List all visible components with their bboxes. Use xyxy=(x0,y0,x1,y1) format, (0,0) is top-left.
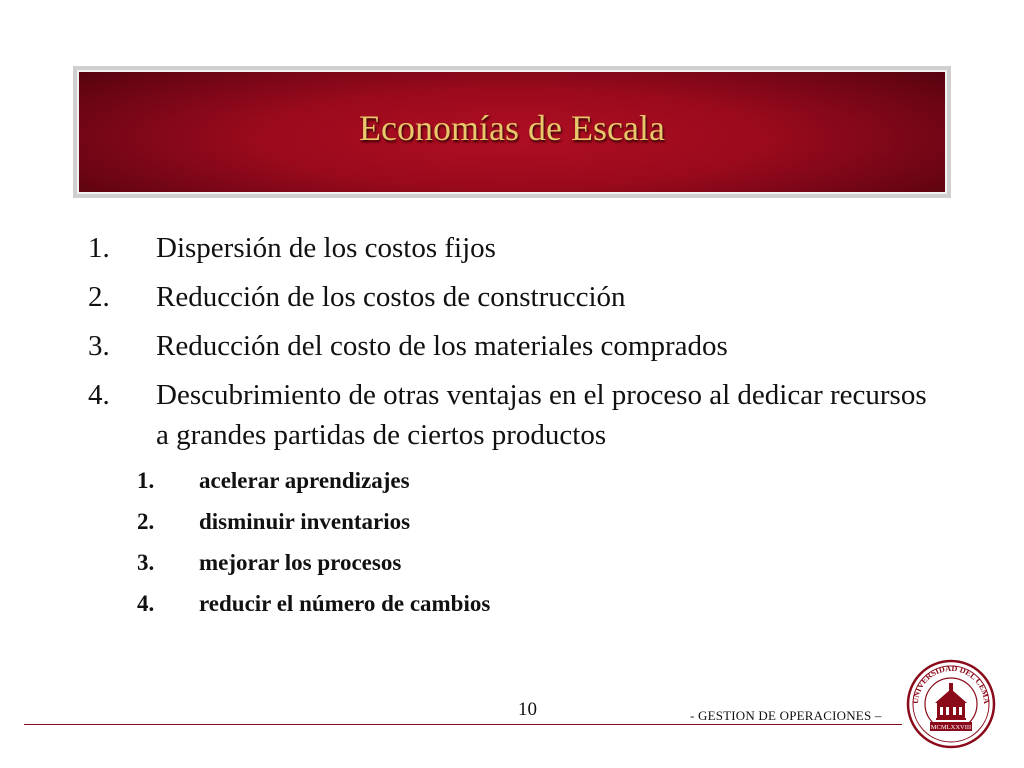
list-item xyxy=(88,375,988,455)
sub-item-number: 3. xyxy=(137,550,155,575)
list-item-number: 4. xyxy=(88,379,110,411)
page-number: 10 xyxy=(518,699,537,720)
slide-title: Economías de Escala xyxy=(359,108,665,148)
sub-item-text: disminuir inventarios xyxy=(199,509,411,534)
list-item-number: 3. xyxy=(88,330,110,362)
sub-item-text: mejorar los procesos xyxy=(199,550,402,575)
sub-item-number: 2. xyxy=(137,509,155,534)
sub-list-item xyxy=(137,464,490,505)
sub-list-item xyxy=(137,505,490,546)
main-list xyxy=(88,228,988,464)
list-item xyxy=(88,228,988,268)
list-item xyxy=(88,326,988,366)
list-item xyxy=(88,277,988,317)
title-frame xyxy=(73,66,951,198)
list-item-number: 2. xyxy=(88,281,110,313)
footer-divider xyxy=(24,724,902,725)
seal-bottom-text: MCMLXXVIII xyxy=(930,724,972,731)
list-item-text: Reducción del costo de los materiales comprados xyxy=(156,330,728,362)
list-item-text: Reducción de los costos de construcción xyxy=(156,281,626,313)
university-seal-logo xyxy=(906,659,996,749)
list-item-text: Dispersión de los costos fijos xyxy=(156,232,496,264)
sub-item-number: 4. xyxy=(137,591,155,616)
title-band xyxy=(77,70,947,194)
sub-item-text: acelerar aprendizajes xyxy=(199,468,410,493)
footer-text: - GESTION DE OPERACIONES – xyxy=(690,708,882,723)
sub-list xyxy=(137,464,490,628)
list-item-number: 1. xyxy=(88,232,110,264)
seal-top-text: UNIVERSIDAD DEL CEMA xyxy=(910,663,992,705)
list-item-text: Descubrimiento de otras ventajas en el proceso al dedicar recursos a grandes partidas de ciertos productos xyxy=(156,379,927,451)
sub-item-number: 1. xyxy=(137,468,155,493)
sub-list-item xyxy=(137,587,490,628)
sub-item-text: reducir el número de cambios xyxy=(199,591,491,616)
sub-list-item xyxy=(137,546,490,587)
